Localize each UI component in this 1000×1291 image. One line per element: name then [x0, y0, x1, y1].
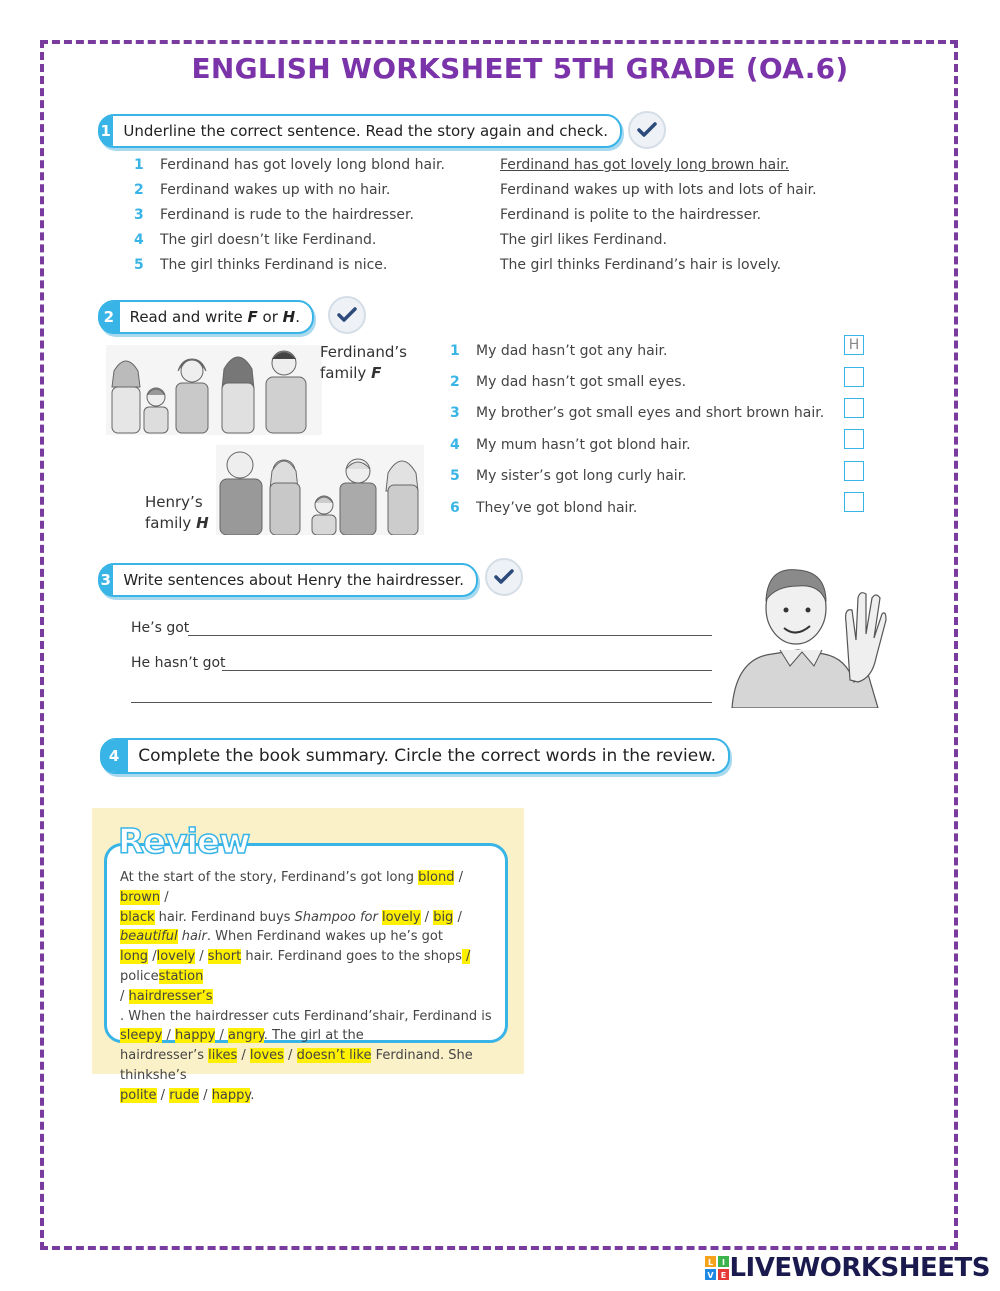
review-choice[interactable]: beautiful — [120, 929, 178, 945]
ex2-answer-box-5[interactable] — [844, 461, 864, 481]
exercise-3-header — [98, 563, 478, 597]
henry-family-caption: Henry’s family H — [145, 493, 209, 532]
liveworksheets-logo — [705, 1253, 990, 1283]
review-text-fragment: / — [156, 1087, 170, 1103]
review-text-fragment: hair — [177, 929, 207, 945]
review-text-fragment: shops — [423, 949, 462, 965]
ex1-number: 1 — [134, 157, 144, 173]
review-text-fragment: . The girl at the — [263, 1028, 364, 1044]
review-choice[interactable]: hairdresser’s — [128, 988, 213, 1004]
ex1-option-b-4[interactable]: The girl likes Ferdinand. — [500, 232, 667, 248]
ex1-number: 3 — [134, 207, 144, 223]
logo-letter: L — [708, 1258, 714, 1267]
exercise-4-header — [100, 738, 730, 774]
review-choice[interactable]: station — [158, 968, 204, 984]
review-text-fragment: / — [199, 1087, 212, 1103]
review-text-fragment: hair, Ferdinand is — [379, 1008, 492, 1024]
exercise-4-instruction: Complete the book summary. Circle the correct words in the review. — [138, 746, 716, 766]
review-text-fragment: / — [420, 909, 434, 925]
review-text-fragment: / — [237, 1048, 250, 1064]
ex2-number: 1 — [450, 343, 460, 359]
exercise-2-number: 2 — [98, 302, 120, 332]
exercise-4-number: 4 — [100, 740, 128, 772]
liveworksheets-brand: LIVEWORKSHEETS — [729, 1253, 990, 1283]
check-answers-3-icon[interactable] — [485, 558, 523, 596]
ex2-number: 2 — [450, 374, 460, 390]
review-text-fragment: / — [283, 1048, 297, 1064]
review-choice[interactable]: blond — [418, 870, 455, 885]
review-choice[interactable]: black — [120, 909, 155, 925]
review-choice[interactable]: sleepy — [120, 1028, 163, 1044]
ex3-label-has-got: He’s got — [131, 620, 190, 636]
review-text-fragment: hair. Ferdinand buys — [154, 909, 295, 925]
ex2-answer-box-1[interactable]: H — [844, 335, 864, 355]
review-text-fragment: . When Ferdinand wakes up he’s got — [206, 929, 443, 945]
ex3-answer-line-3[interactable] — [131, 702, 712, 703]
logo-letter: V — [707, 1271, 715, 1280]
liveworksheets-logo-icon — [705, 1256, 729, 1280]
ex2-item-3: 3 My brother’s got small eyes and short brown hair. — [450, 405, 825, 421]
logo-letter: I — [722, 1258, 726, 1267]
ex1-option-a-2[interactable]: 2 Ferdinand wakes up with no hair. — [134, 182, 391, 198]
ex3-label-hasnt-got: He hasn’t got — [131, 655, 226, 671]
logo-letter: E — [721, 1271, 727, 1280]
ex2-answer-box-3[interactable] — [844, 398, 864, 418]
ex2-number: 5 — [450, 468, 460, 484]
review-choice[interactable]: angry — [228, 1028, 264, 1044]
review-text-fragment: / — [148, 949, 157, 965]
review-text-fragment: . When the hairdresser cuts Ferdinand’s — [120, 1008, 380, 1024]
ex1-option-b-3[interactable]: Ferdinand is polite to the hairdresser. — [500, 207, 762, 223]
review-text-fragment: / — [215, 1028, 229, 1044]
ex2-number: 3 — [450, 405, 460, 421]
review-text-fragment: he’s — [159, 1067, 187, 1083]
ex2-item-6: 6 They’ve got blond hair. — [450, 500, 638, 516]
ex2-answer-box-2[interactable] — [844, 367, 864, 387]
review-choice[interactable]: short — [207, 949, 242, 965]
review-text-fragment: / — [195, 949, 208, 965]
review-text-fragment: / — [120, 988, 129, 1004]
review-text — [120, 868, 506, 1106]
review-text-fragment: / — [162, 1028, 175, 1044]
ex2-item-1: 1 My dad hasn’t got any hair. — [450, 343, 668, 359]
exercise-3-number: 3 — [98, 565, 113, 595]
exercise-1-header — [98, 114, 622, 148]
ex2-answer-box-4[interactable] — [844, 429, 864, 449]
exercise-2-header — [98, 300, 314, 334]
ex2-number: 6 — [450, 500, 460, 516]
ex1-option-a-3[interactable]: 3 Ferdinand is rude to the hairdresser. — [134, 207, 414, 223]
ex3-answer-line-2[interactable] — [222, 670, 712, 671]
review-text-fragment: Shampoo for — [294, 909, 382, 925]
exercise-2-instruction: Read and write F or H. — [129, 308, 300, 326]
exercise-1-number: 1 — [98, 116, 113, 146]
worksheet-title: ENGLISH WORKSHEET 5TH GRADE (OA.6) — [191, 52, 849, 85]
check-answers-2-icon[interactable] — [328, 296, 366, 334]
review-choice[interactable]: long — [120, 949, 149, 965]
ex3-answer-line-1[interactable] — [188, 635, 712, 636]
review-text-fragment: / — [160, 889, 169, 905]
henry-family-illustration — [216, 445, 424, 535]
review-choice[interactable]: doesn’t like — [296, 1048, 372, 1064]
check-answers-1-icon[interactable] — [628, 111, 666, 149]
review-choice[interactable]: happy — [211, 1087, 251, 1103]
review-choice[interactable]: happy — [174, 1028, 216, 1044]
review-choice[interactable]: brown — [120, 889, 161, 905]
review-choice[interactable]: rude — [169, 1087, 200, 1103]
ex1-number: 4 — [134, 232, 144, 248]
review-choice[interactable]: lovely — [381, 909, 421, 925]
ex2-item-4: 4 My mum hasn’t got blond hair. — [450, 437, 691, 453]
ex2-item-5: 5 My sister’s got long curly hair. — [450, 468, 687, 484]
review-text-fragment: . — [250, 1087, 255, 1103]
ferdinand-family-illustration — [106, 345, 322, 435]
ex1-option-a-4[interactable]: 4 The girl doesn’t like Ferdinand. — [134, 232, 377, 248]
ex1-option-b-1[interactable]: Ferdinand has got lovely long brown hair. — [500, 157, 790, 173]
exercise-1-instruction: Underline the correct sentence. Read the story again and check. — [123, 122, 608, 140]
ex1-option-a-5[interactable]: 5 The girl thinks Ferdinand is nice. — [134, 257, 388, 273]
ferdinand-family-caption: Ferdinand’s family F — [320, 343, 407, 382]
review-text-fragment: hair. Ferdinand goes to the — [241, 949, 424, 965]
review-choice[interactable]: big — [433, 909, 454, 925]
review-text-fragment: / — [454, 870, 463, 885]
ex1-option-b-5[interactable]: The girl thinks Ferdinand’s hair is lovely. — [500, 257, 782, 273]
review-text-fragment: At the start of the story, Ferdinand’s got long — [120, 870, 419, 885]
henry-hairdresser-illustration — [728, 562, 888, 708]
exercise-3-instruction: Write sentences about Henry the hairdresser. — [123, 571, 464, 589]
review-choice[interactable]: polite — [120, 1087, 157, 1103]
ex2-answer-box-6[interactable] — [844, 492, 864, 512]
ex1-number: 2 — [134, 182, 144, 198]
review-text-fragment: hairdresser’s — [120, 1048, 209, 1064]
review-text-fragment: / — [453, 909, 462, 925]
review-text-fragment: Ferdinand. She thinks — [120, 1048, 473, 1083]
review-title: Review — [118, 822, 250, 862]
review-text-fragment: police — [120, 968, 159, 984]
ex1-option-b-2[interactable]: Ferdinand wakes up with lots and lots of hair. — [500, 182, 817, 198]
review-choice[interactable]: likes — [208, 1048, 238, 1064]
ex2-number: 4 — [450, 437, 460, 453]
review-choice[interactable]: lovely — [156, 949, 196, 965]
ex2-item-2: 2 My dad hasn’t got small eyes. — [450, 374, 687, 390]
review-choice[interactable]: / — [461, 949, 471, 965]
ex1-number: 5 — [134, 257, 144, 273]
review-choice[interactable]: loves — [249, 1048, 284, 1064]
ex1-option-a-1[interactable]: 1 Ferdinand has got lovely long blond hair. — [134, 157, 445, 173]
